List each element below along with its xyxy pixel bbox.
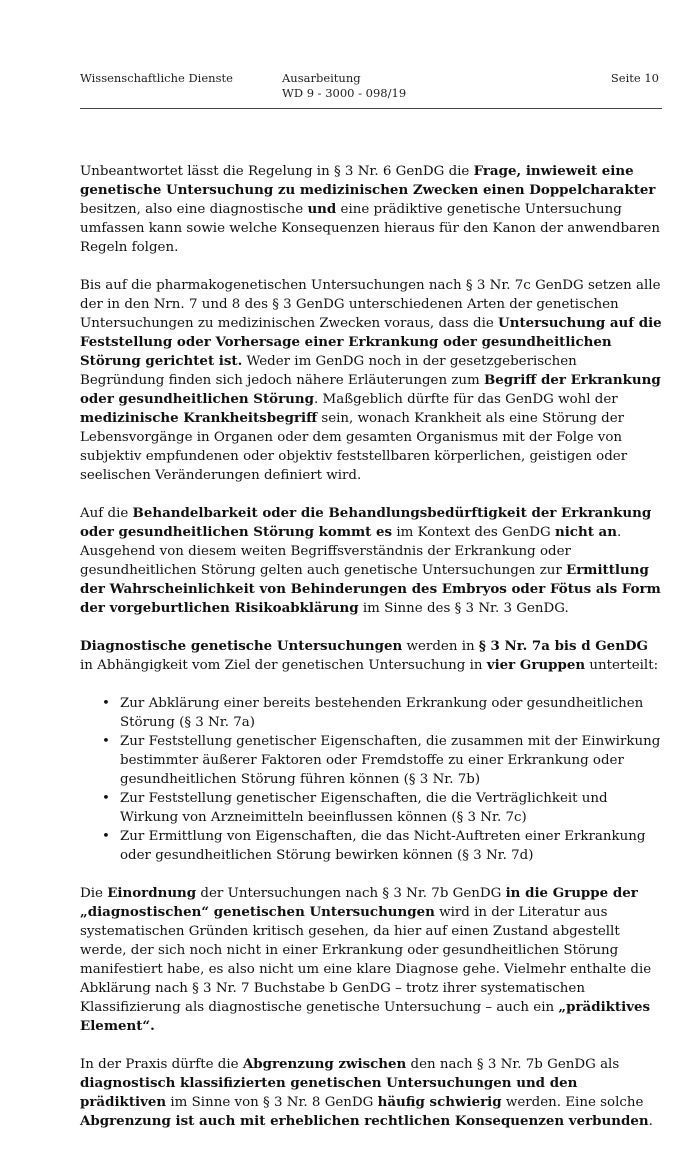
text-run: . Ausgehend von diesem weiten Begriffsverständnis der Erkrankung oder gesundheitlichen Störung gelten auch genetische Untersuchungen zur (80, 525, 622, 578)
text-run: Auf die (80, 506, 133, 521)
bold-run: Untersuchung auf die Feststellung oder Vorhersage einer Erkrankung oder gesundheitlichen Störung gerichtet ist. (80, 315, 662, 369)
text-run: Die (80, 886, 108, 901)
bold-run: Einordnung (107, 885, 197, 901)
header-document-info (282, 71, 406, 101)
bold-run: medizinische Krankheitsbegriff (80, 410, 318, 426)
bold-run: „prädiktives Element“. (80, 999, 651, 1034)
header-doc-type: Ausarbeitung (282, 71, 361, 85)
paragraph-treatability (80, 504, 664, 618)
bold-run: Behandelbarkeit oder die Behandlungsbedürftigkeit der Erkrankung oder gesundheitlichen Störung kommt es (80, 505, 652, 540)
list-item: • Zur Ermittlung von Eigenschaften, die das Nicht-Auftreten einer Erkrankung oder gesundheitlichen Störung bewirken können (§ 3 Nr. 7d) (80, 827, 664, 865)
text-run: Weder im GenDG noch in der gesetzgeberischen Begründung finden sich jedoch nähere Erläuterungen zum (80, 354, 577, 388)
text-run: im Sinne des § 3 Nr. 3 GenDG. (358, 601, 569, 616)
bold-run: diagnostisch klassifizierten genetischen Untersuchungen und den prädiktiven (80, 1075, 578, 1110)
text-run: in Abhängigkeit vom Ziel der genetischen Untersuchung in (80, 658, 487, 673)
paragraph-disease-definition (80, 276, 664, 485)
bold-run: Abgrenzung ist auch mit erheblichen rechtlichen Konsequenzen verbunden (80, 1113, 649, 1129)
list-item: • Zur Abklärung einer bereits bestehenden Erkrankung oder gesundheitlichen Störung (§ 3 Nr. 7a) (80, 694, 664, 732)
bold-run: häufig schwierig (377, 1094, 502, 1110)
text-run: der Untersuchungen nach § 3 Nr. 7b GenDG (196, 886, 506, 901)
page-header (80, 71, 661, 111)
paragraph-classification (80, 884, 664, 1036)
text-run: unterteilt: (585, 658, 659, 673)
bold-run: § 3 Nr. 7a bis d GenDG (478, 638, 648, 654)
paragraph-practice (80, 1055, 664, 1131)
text-run: den nach § 3 Nr. 7b GenDG als (406, 1057, 620, 1072)
text-run: Unbeantwortet lässt die Regelung in § 3 Nr. 6 GenDG die (80, 164, 474, 179)
header-page-number: Seite 10 (610, 71, 659, 85)
header-divider (80, 108, 662, 109)
bold-run: Diagnostische genetische Untersuchungen (80, 638, 403, 654)
document-body (80, 162, 664, 1150)
text-run: werden. Eine solche (501, 1095, 644, 1110)
text-run: wird in der Literatur aus systematischen Gründen kritisch gesehen, da hier auf einen Zustand abgestellt werde, der sich noch nicht in einer Erkrankung oder gesundheitlichen Störung manifestiert habe, es also nicht um eine klare Diagnose gehe. Vielmehr enthalte die Abklärung nach § 3 Nr. 7 Buchstabe b GenDG – trotz ihrer systematischen Klassifizierung als diagnostische genetische Untersuchung – auch ein (80, 905, 652, 1015)
text-run: werden in (402, 639, 479, 654)
diagnostic-groups-list (80, 694, 664, 865)
text-run: In der Praxis dürfte die (80, 1057, 243, 1072)
text-run: sein, wonach Krankheit als eine Störung der Lebensvorgänge in Organen oder dem gesamten Organismus mit der Folge von subjektiv empfundenen oder objektiv feststellbaren körperlichen, geistigen oder seelischen Veränderungen definiert wird. (80, 411, 628, 483)
text-run: im Kontext des GenDG (392, 525, 555, 540)
text-run: . (648, 1114, 653, 1129)
text-run: . Maßgeblich dürfte für das GenDG wohl der (313, 392, 618, 407)
text-run: eine prädiktive genetische Untersuchung umfassen kann sowie welche Konsequenzen hieraus für den Kanon der anwendbaren Regeln folgen. (80, 202, 660, 255)
bold-run: Abgrenzung zwischen (242, 1056, 407, 1072)
bold-run: vier Gruppen (486, 657, 586, 673)
bold-run: Frage, inwieweit eine genetische Untersuchung zu medizinischen Zwecken einen Doppelcharakter (80, 163, 656, 198)
bold-run: Ermittlung der Wahrscheinlichkeit von Behinderungen des Embryos oder Fötus als Form der vorgeburtlichen Risikoabklärung (80, 562, 661, 616)
list-item: • Zur Feststellung genetischer Eigenschaften, die zusammen mit der Einwirkung bestimmter äußerer Faktoren oder Fremdstoffe zu einer Erkrankung oder gesundheitlichen Störung führen können (§ 3 Nr. 7b) (80, 732, 664, 789)
bold-run: nicht an (554, 524, 617, 540)
paragraph-double-character (80, 162, 664, 257)
text-run: besitzen, also eine diagnostische (80, 202, 308, 217)
bold-run: Begriff der Erkrankung oder gesundheitlichen Störung (80, 372, 661, 407)
text-run: Bis auf die pharmakogenetischen Untersuchungen nach § 3 Nr. 7c GenDG setzen alle der in den Nrn. 7 und 8 des § 3 GenDG unterschiedenen Arten der genetischen Untersuchungen zu medizinischen Zwecken voraus, dass die (80, 278, 661, 331)
paragraph-diagnostic-groups (80, 637, 664, 675)
header-doc-number: WD 9 - 3000 - 098/19 (282, 86, 407, 100)
text-run: im Sinne von § 3 Nr. 8 GenDG (166, 1095, 378, 1110)
list-item: • Zur Feststellung genetischer Eigenschaften, die die Verträglichkeit und Wirkung von Arzneimitteln beeinflussen können (§ 3 Nr. 7c) (80, 789, 664, 827)
bold-run: und (307, 201, 337, 217)
header-institution: Wissenschaftliche Dienste (80, 71, 233, 85)
bold-run: in die Gruppe der „diagnostischen“ genetischen Untersuchungen (80, 885, 638, 920)
